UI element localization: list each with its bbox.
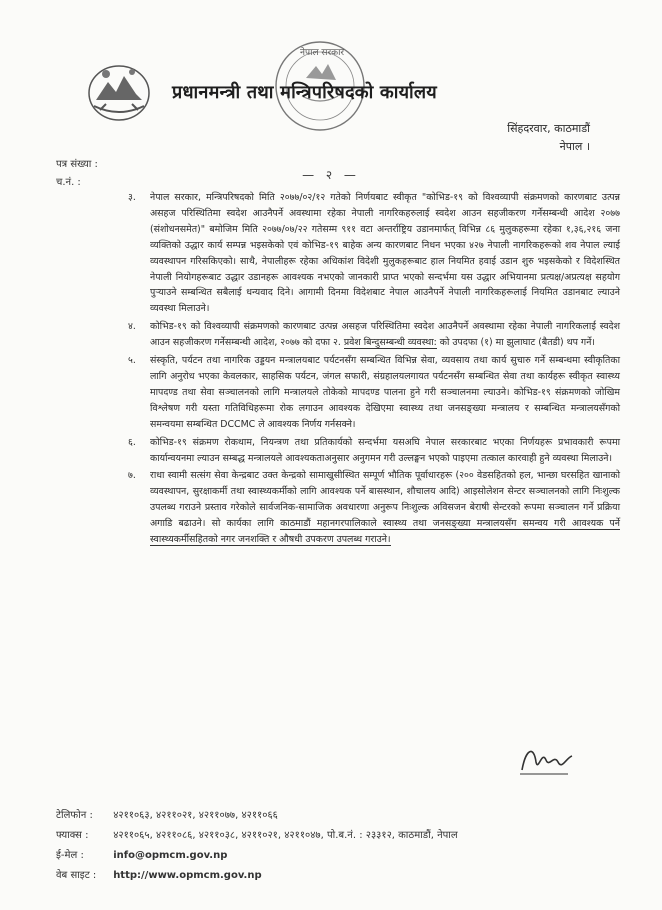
nepal-emblem-icon bbox=[86, 60, 152, 122]
decision-item bbox=[128, 353, 620, 433]
decision-item bbox=[128, 468, 620, 548]
website-value: http://www.opmcm.gov.np bbox=[113, 870, 262, 881]
item-number: ७. bbox=[128, 470, 136, 482]
fax-row bbox=[56, 826, 458, 846]
website-row bbox=[56, 866, 458, 886]
telephone-label: टेलिफोन : bbox=[56, 810, 93, 821]
office-address bbox=[507, 120, 590, 156]
email-value: info@opmcm.gov.np bbox=[113, 850, 228, 861]
decision-item bbox=[128, 190, 620, 317]
item-text: कोभिड-१९ संक्रमण रोकथाम, नियन्त्रण तथा प्रतिकार्यको सन्दर्भमा यसअघि नेपाल सरकारबाट भएका निर्णयहरू प्रभावकारी रूपमा कार्यान्वयनमा ल्याउन सम्बद्ध मन्त्रालयले आवश्यकताअनुसार अनुगमन गरी उल्लङ्घन भएको पाइएमा तत्काल कारवाही हुने व्यवस्था मिलाउने। bbox=[150, 436, 620, 464]
item-text-tail: को उपदफा (१) मा झुलाघाट (बैतडी) थप गर्ने। bbox=[436, 337, 595, 349]
letter-number-label: पत्र संख्या : bbox=[56, 159, 98, 170]
address-line-1: सिंहदरवार, काठमाडौं bbox=[507, 122, 590, 135]
decision-list bbox=[128, 190, 620, 550]
telephone-value: ४२११०६३, ४२११०२१, ४२११०७७, ४२११०६६ bbox=[113, 810, 278, 821]
address-line-2: नेपाल । bbox=[559, 140, 590, 153]
website-label: वेब साइट : bbox=[56, 870, 97, 881]
item-text: कोभिड-१९ को विश्वव्यापी संक्रमणको कारणबाट उत्पन्न असहज परिस्थितिमा स्वदेश आउनैपर्ने अवस्थामा रहेका नेपाली नागरिकलाई स्वदेश आउन सहजीकरण गर्नेसम्बन्धी आदेश, २०७७ को दफा २. bbox=[150, 321, 620, 349]
email-row bbox=[56, 846, 458, 866]
email-label: ई-मेल : bbox=[56, 850, 84, 861]
item-text: संस्कृति, पर्यटन तथा नागरिक उड्डयन मन्त्रालयबाट पर्यटनसँग सम्बन्धित विभिन्न सेवा, व्यवसाय तथा कार्य सुचारु गर्ने सम्बन्धमा स्वीकृतिका लागि अनुरोध भएका केवलकार, साहसिक पर्यटन, जंगल सफारी, संग्रहालयलगायत पर्यटनसँग सम्बन्धित सेवा तथा कार्यहरू स्वीकृत स्वास्थ्य मापदण्ड तथा सेवा सञ्चालनको लागि मन्त्रालयले तोकेको मापदण्ड पालना हुने गरी सञ्चालनमा ल्याउने। कोभिड-१९ संक्रमणको जोखिम विश्लेषण गरी यस्ता गतिविधिहरूमा रोक लगाउन आवश्यक देखिएमा स्वास्थ्य तथा जनसङ्ख्या मन्त्रालय र सम्बन्धित मन्त्रालयसँगको समन्वयमा सम्बन्धित DCCMC ले आवश्यक निर्णय गर्नसक्ने। bbox=[150, 355, 620, 430]
seal-text: नेपाल सरकार bbox=[300, 48, 345, 58]
item-text-underlined: प्रवेश बिन्दुसम्बन्धी व्यवस्था: bbox=[343, 337, 437, 349]
page-number: — २ — bbox=[302, 168, 360, 182]
dispatch-number-label: च.नं. : bbox=[56, 177, 81, 188]
decision-item bbox=[128, 435, 620, 467]
item-number: ६. bbox=[128, 436, 136, 448]
fax-label: फ्याक्स : bbox=[56, 830, 89, 841]
telephone-row bbox=[56, 806, 458, 826]
decision-item bbox=[128, 319, 620, 351]
office-title: प्रधानमन्त्री तथा मन्त्रिपरिषदको कार्यालय bbox=[172, 82, 437, 103]
item-text: राधा स्वामी सत्संग सेवा केन्द्रबाट उक्त केन्द्रको सामाखुसीस्थित सम्पूर्ण भौतिक पूर्वाधारहरू (२०० वेडसहितको हल, भान्छा घरसहित खानाको व्यवस्थापन, सुरक्षाकर्मी तथा स्वास्थ्यकर्मीको लागि आवश्यक पर्ने बासस्थान, शौचालय आदि) आइसोलेशन सेन्टर सञ्चालनको लागि निःशुल्क उपलब्ध गराउने प्रस्ताव गरेकोले सार्वजनिक-सामाजिक अवधारणा अनुरूप निःशुल्क अविसजन बेराषी सेन्टरको रूपमा सञ्चालन गर्ने प्रक्रिया अगाडि बढाउने। सो कार्यका लागि bbox=[150, 470, 620, 530]
item-number: ५. bbox=[128, 355, 136, 367]
item-text-underlined: काठमाडौं महानगरपालिकाले स्वास्थ्य तथा जनसङ्ख्या मन्त्रालयसँग समन्वय गरी आवश्यक पर्ने स्वास्थ्यकर्मीसहितको नगर जनशक्ति र औषधी उपकरण उपलब्ध गराउने। bbox=[150, 518, 620, 546]
item-number: ४. bbox=[128, 321, 136, 333]
item-text: नेपाल सरकार, मन्त्रिपरिषदको मिति २०७७/०२/१२ गतेको निर्णयबाट स्वीकृत "कोभिड-१९ को विश्वव्यापी संक्रमणको कारणबाट उत्पन्न असहज परिस्थितिमा स्वदेश आउनैपर्ने अवस्थामा रहेका नेपाली नागरिकहरुलाई स्वदेश आउन सहजीकरण गर्नेसम्बन्धी आदेश २०७७ (संशोधनसमेत)" बमोजिम मिति २०७७/०७/२२ गतेसम्म ९११ वटा अन्तर्राष्ट्रिय उडानमार्फत् विभिन्न ८६ मुलुकहरूमा रहेका १,३६,२१६ जना व्यक्तिको उद्धार कार्य सम्पन्न भइसकेको एवं कोभिड-१९ बाहेक अन्य कारणबाट निधन भएका ४२७ नेपाली नागरिकहरूको शव नेपाल ल्याई व्यवस्थापन गरिसकिएको। साथै, नेपालीहरू रहेका अधिकांश विदेशी मुलुकहरूबाट हाल नियमित हवाई उडान शुरु भइसकेको र विदेशस्थित नेपाली नियोगहरूबाट उद्धार उडानहरू आवश्यक नभएको जानकारी प्राप्त भएको सन्दर्भमा यस उद्धार अभियानमा प्रत्यक्ष/अप्रत्यक्ष सहयोग पुऱ्याउने सम्बन्धित सबैलाई धन्यवाद दिने। आगामी दिनमा विदेशबाट नेपाल आउनैपर्ने नेपाली नागरिकहरूलाई नियमित उडानबाट ल्याउने व्यवस्था मिलाउने। bbox=[150, 192, 620, 315]
fax-value: ४२११०६५, ४२११०८६, ४२११०३८, ४२११०२१, ४२११०४७, पो.ब.नं. : २३३१२, काठमाडौं, नेपाल bbox=[113, 830, 458, 841]
signature-icon bbox=[516, 740, 576, 780]
contact-footer bbox=[56, 806, 458, 886]
item-number: ३. bbox=[128, 192, 136, 203]
